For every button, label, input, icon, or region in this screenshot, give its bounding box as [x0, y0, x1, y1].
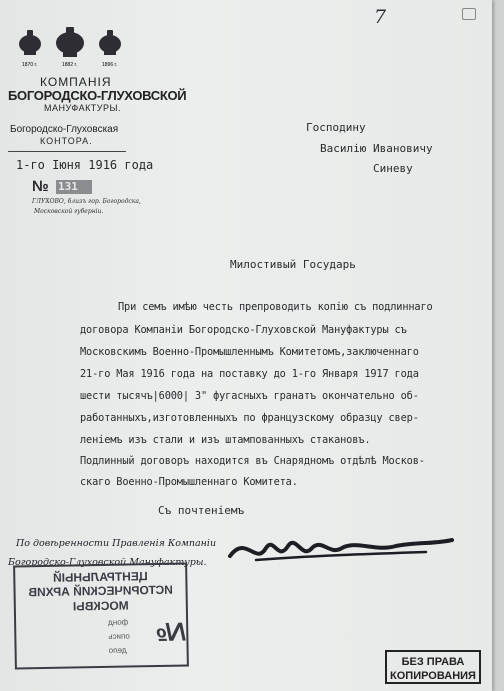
address-line-1: ГЛУХОВО, близъ гор. Богородска,	[32, 198, 141, 205]
archive-stamp-opis: опись	[108, 631, 130, 641]
archive-stamp-delo: дело	[108, 645, 127, 655]
body-line-2: договора Компаніи Богородско-Глуховской Мануфактуры съ	[80, 324, 407, 336]
recipient-title: Господину	[306, 121, 366, 134]
manufactory-label: МАНУФАКТУРЫ.	[44, 103, 121, 113]
office-label: КОНТОРА.	[40, 136, 93, 146]
proxy-stamp-line-1: По довѣренности Правленія Компаніи	[16, 538, 217, 549]
office-name: Богородско-Глуховская	[10, 124, 119, 135]
closing-phrase: Съ почтеніемъ	[158, 504, 245, 517]
page-number: 7	[374, 6, 387, 28]
archive-stamp-fond: фонд	[108, 617, 129, 627]
salutation: Милостивый Государь	[230, 258, 356, 271]
company-label: КОМПАНІЯ	[40, 75, 112, 89]
recipient-surname: Синеву	[373, 162, 413, 175]
imperial-eagle-medals	[14, 26, 126, 70]
letter-date: 1-го Іюня 1916 года	[16, 158, 154, 172]
body-line-3: Московскимъ Военно-Промышленнымъ Комитетомъ,заключеннаго	[80, 346, 419, 358]
no-copy-line-1: БЕЗ ПРАВА	[401, 656, 465, 668]
body-line-8: Подлинный договоръ находится въ Снарядномъ отдѣлѣ Москов-	[80, 455, 425, 467]
recipient-name: Василію Ивановичу	[320, 142, 433, 155]
company-name: БОГОРОДСКО-ГЛУХОВСКОЙ	[8, 88, 187, 103]
no-copy-line-2: КОПИРОВАНИЯ	[390, 670, 476, 682]
address-line-2: Московской губерніи.	[34, 208, 104, 215]
archive-stamp-number-sign: №	[156, 616, 187, 648]
proxy-stamp-line-2: Богородско-Глуховской Мануфактуры.	[8, 557, 207, 568]
eagle-emblem-right-icon	[99, 30, 121, 55]
medal-year-2: 1882 г.	[62, 62, 78, 68]
archive-stamp-line-2: ИСТОРИЧЕСКИЙ АРХИВ	[28, 582, 173, 600]
archive-stamp-line-1: ЦЕНТРАЛЬНЫЙ	[52, 569, 148, 585]
letterhead-divider	[8, 151, 126, 152]
archive-stamp-line-3: МОСКВЫ	[72, 598, 129, 614]
medal-year-1: 1870 г.	[22, 62, 38, 68]
eagle-emblem-center-icon	[56, 27, 84, 57]
body-line-7: леніемъ изъ стали и изъ штампованныхъ стакановъ.	[80, 434, 371, 446]
body-line-5: шести тысячъ|6000| 3" фугасныхъ гранатъ окончательно об-	[80, 390, 419, 402]
outgoing-number: 131	[58, 180, 78, 193]
archive-stamp	[13, 562, 189, 669]
eagle-emblem-left-icon	[19, 30, 41, 55]
no-copy-stamp	[385, 650, 481, 684]
body-line-1: При семъ имѣю честь препроводить копію съ подлиннаго	[118, 301, 433, 313]
handwritten-signature	[226, 526, 456, 572]
medal-year-3: 1896 г.	[102, 62, 118, 68]
body-line-6: работанныхъ,изготовленныхъ по французскому образцу свер-	[80, 412, 419, 424]
body-line-9: скаго Военно-Промышленнаго Комитета.	[80, 476, 298, 488]
archive-corner-mark	[462, 8, 476, 20]
body-line-4: 21-го Мая 1916 года на поставку до 1-го Января 1917 года	[80, 368, 419, 380]
number-sign: №	[32, 178, 49, 195]
